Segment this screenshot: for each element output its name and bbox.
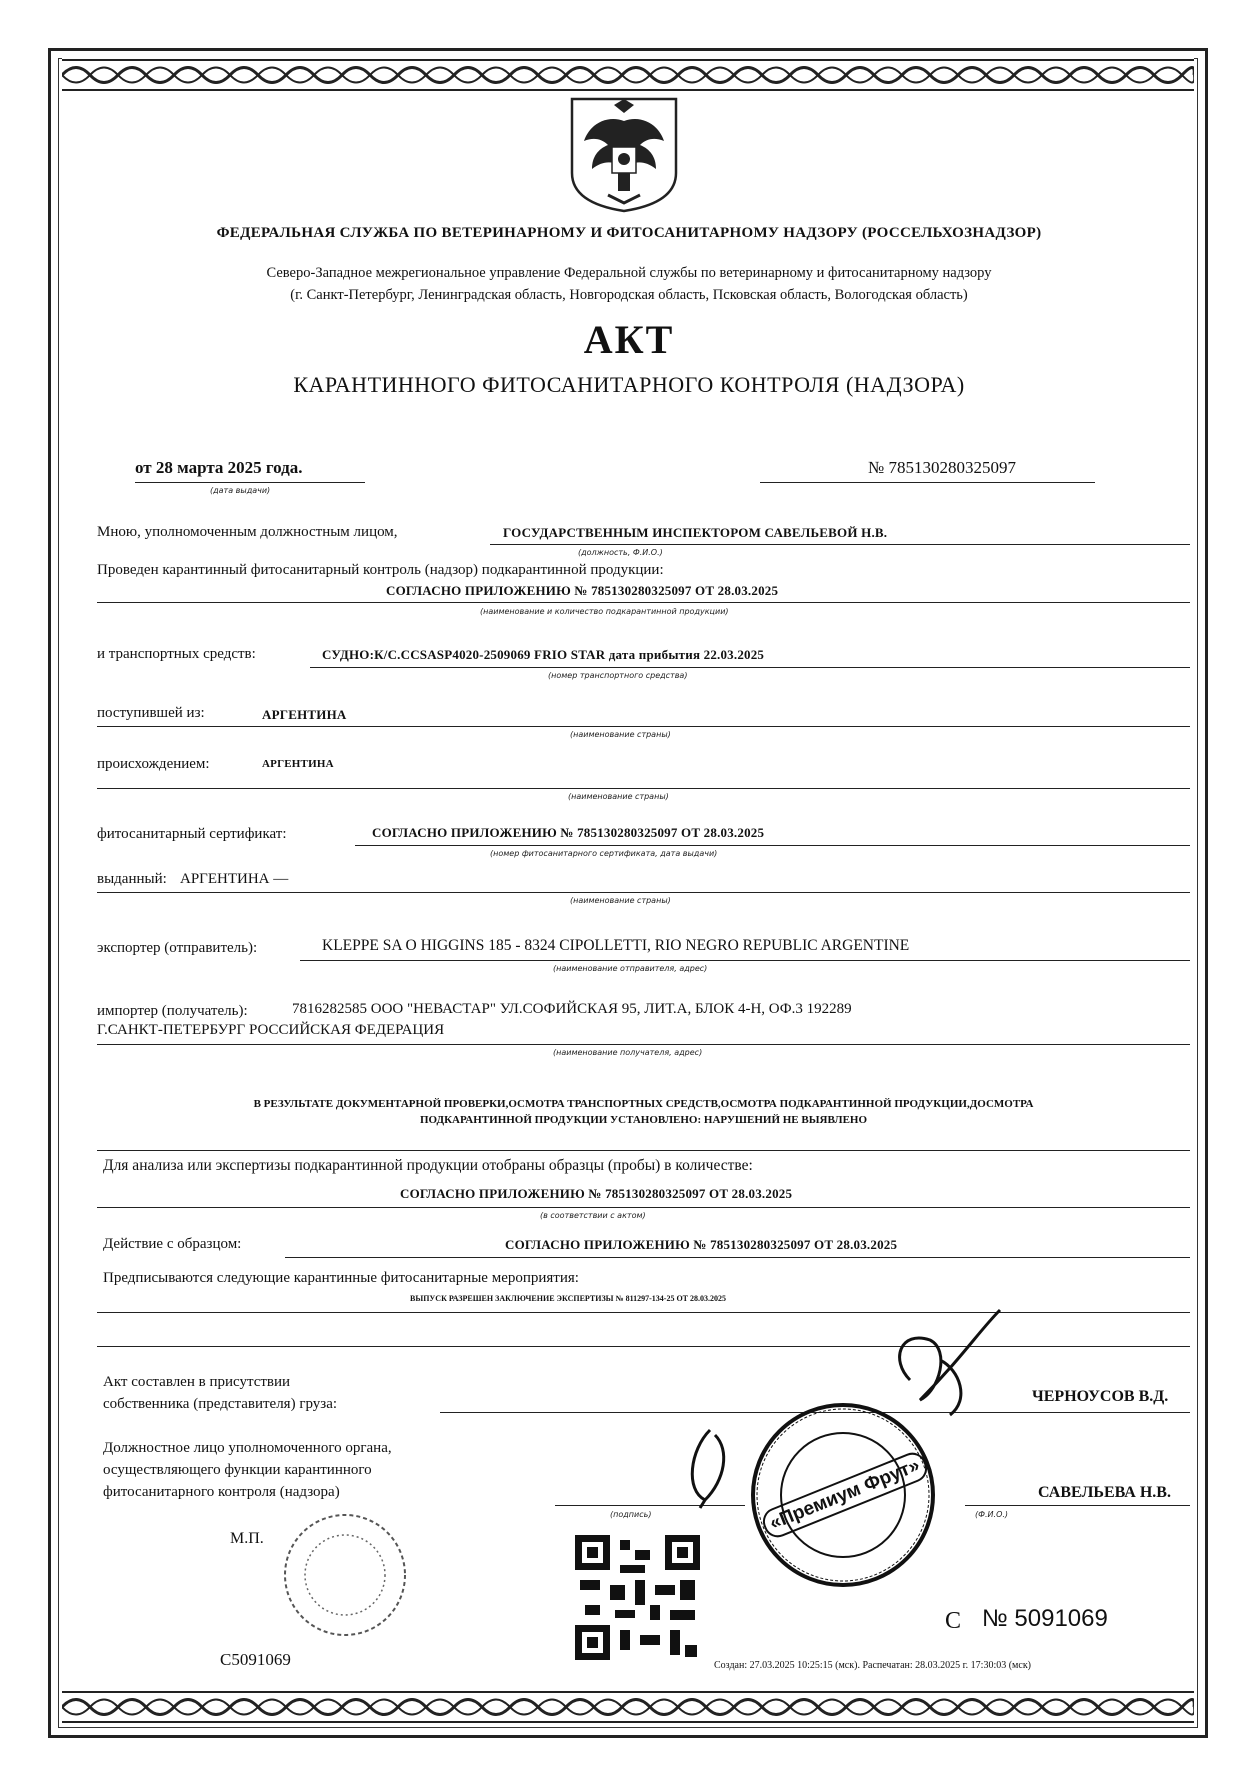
exporter-caption: (наименование отправителя, адрес) <box>553 964 708 973</box>
result-line-2: ПОДКАРАНТИННОЙ ПРОДУКЦИИ УСТАНОВЛЕНО: НАРУШЕНИЙ НЕ ВЫЯВЛЕНО <box>419 1114 868 1126</box>
issued-underline <box>97 892 1190 893</box>
company-stamp-text: «Премиум Фрут» <box>759 1449 932 1542</box>
importer-value-line-1: 7816282585 ООО "НЕВАСТАР" УЛ.СОФИЙСКАЯ 95, ЛИТ.А, БЛОК 4-Н, ОФ.3 192289 <box>292 1001 852 1017</box>
act-date: от 28 марта 2025 года. <box>135 458 303 477</box>
control-underline <box>97 602 1190 603</box>
official-name-line <box>965 1505 1190 1506</box>
inspector-underline <box>490 544 1190 545</box>
control-caption: (наименование и количество подкарантинной продукции) <box>480 607 729 616</box>
certificate-label: фитосанитарный сертификат: <box>97 826 287 842</box>
official-label-line-3: фитосанитарного контроля (надзора) <box>103 1484 340 1500</box>
measures-value: ВЫПУСК РАЗРЕШЕН ЗАКЛЮЧЕНИЕ ЭКСПЕРТИЗЫ № 811297-134-25 ОТ 28.03.2025 <box>410 1294 727 1303</box>
act-number-underline <box>760 482 1095 483</box>
sample-action-value: СОГЛАСНО ПРИЛОЖЕНИЮ № 785130280325097 ОТ 28.03.2025 <box>505 1237 898 1252</box>
samples-label: Для анализа или экспертизы подкарантинной продукции отобраны образцы (пробы) в количестве: <box>103 1157 753 1174</box>
result-line-1: В РЕЗУЛЬТАТЕ ДОКУМЕНТАРНОЙ ПРОВЕРКИ,ОСМОТРА ТРАНСПОРТНЫХ СРЕДСТВ,ОСМОТРА ПОДКАРАНТИННОЙ ПРОДУКЦИИ,ДОСМОТРА <box>253 1098 1034 1110</box>
importer-caption: (наименование получателя, адрес) <box>553 1048 703 1057</box>
document-title: АКТ <box>583 317 675 362</box>
from-label: поступившей из: <box>97 705 205 721</box>
serial-right-prefix: С <box>945 1608 962 1634</box>
origin-underline <box>97 788 1190 789</box>
document-subtitle: КАРАНТИННОГО ФИТОСАНИТАРНОГО КОНТРОЛЯ (НАДЗОРА) <box>293 372 965 397</box>
official-name-caption: (Ф.И.О.) <box>975 1510 1009 1519</box>
inspector-value: ГОСУДАРСТВЕННЫМ ИНСПЕКТОРОМ САВЕЛЬЕВОЙ Н.В. <box>503 525 888 540</box>
certificate-caption: (номер фитосанитарного сертификата, дата выдачи) <box>490 849 718 858</box>
qr-code <box>575 1535 700 1660</box>
samples-value: СОГЛАСНО ПРИЛОЖЕНИЮ № 785130280325097 ОТ 28.03.2025 <box>400 1186 793 1201</box>
transport-value: СУДНО:К/С.CCSASP4020-2509069 FRIO STAR дата прибытия 22.03.2025 <box>322 647 765 662</box>
sample-action-label: Действие с образцом: <box>103 1236 242 1252</box>
inspector-caption: (должность, Ф.И.О.) <box>578 548 663 557</box>
official-handwritten-signature <box>670 1420 750 1510</box>
sample-action-underline <box>285 1257 1190 1258</box>
origin-value: АРГЕНТИНА <box>262 758 334 770</box>
act-date-underline <box>135 482 365 483</box>
department-line-2: (г. Санкт-Петербург, Ленинградская область, Новгородская область, Псковская область, Вологодская область) <box>290 287 968 303</box>
transport-caption: (номер транспортного средства) <box>548 671 688 680</box>
origin-caption: (наименование страны) <box>568 792 669 801</box>
serial-right: № 5091069 <box>982 1605 1108 1632</box>
origin-label: происхождением: <box>97 756 210 772</box>
seal-place-label: М.П. <box>230 1530 264 1547</box>
act-date-caption: (дата выдачи) <box>210 486 271 495</box>
samples-top-rule <box>97 1150 1190 1151</box>
issued-caption: (наименование страны) <box>570 896 671 905</box>
act-number: № 785130280325097 <box>868 458 1016 477</box>
serial-left: C5091069 <box>220 1650 291 1669</box>
control-label: Проведен карантинный фитосанитарный контроль (надзор) подкарантинной продукции: <box>97 562 664 578</box>
measures-label: Предписываются следующие карантинные фитосанитарные мероприятия: <box>103 1270 579 1286</box>
transport-underline <box>310 667 1190 668</box>
from-value: АРГЕНТИНА <box>262 707 347 722</box>
coat-of-arms-emblem <box>568 95 680 215</box>
control-value: СОГЛАСНО ПРИЛОЖЕНИЮ № 785130280325097 ОТ 28.03.2025 <box>386 583 779 598</box>
owner-name: ЧЕРНОУСОВ В.Д. <box>1032 1388 1169 1405</box>
owner-label-line-2: собственника (представителя) груза: <box>103 1396 338 1412</box>
department-line-1: Северо-Западное межрегиональное управление Федеральной службы по ветеринарному и фитосанитарному надзору <box>266 265 992 281</box>
official-label-line-1: Должностное лицо уполномоченного органа, <box>103 1440 392 1456</box>
created-printed-info: Создан: 27.03.2025 10:25:15 (мск). Распечатан: 28.03.2025 г. 17:30:03 (мск) <box>714 1660 1032 1671</box>
official-label-line-2: осуществляющего функции карантинного <box>103 1462 372 1478</box>
top-ornament-band <box>62 58 1194 92</box>
seal-rosette <box>280 1510 410 1640</box>
owner-label-line-1: Акт составлен в присутствии <box>103 1374 291 1390</box>
issued-value: АРГЕНТИНА — <box>180 871 289 887</box>
issued-label: выданный: <box>97 871 167 887</box>
official-name: САВЕЛЬЕВА Н.В. <box>1038 1484 1171 1501</box>
importer-value-line-2: Г.САНКТ-ПЕТЕРБУРГ РОССИЙСКАЯ ФЕДЕРАЦИЯ <box>97 1022 445 1038</box>
from-underline <box>97 726 1190 727</box>
from-caption: (наименование страны) <box>570 730 671 739</box>
certificate-value: СОГЛАСНО ПРИЛОЖЕНИЮ № 785130280325097 ОТ 28.03.2025 <box>372 825 765 840</box>
bottom-ornament-band <box>62 1690 1194 1724</box>
transport-label: и транспортных средств: <box>97 646 256 662</box>
agency-name: ФЕДЕРАЛЬНАЯ СЛУЖБА ПО ВЕТЕРИНАРНОМУ И ФИТОСАНИТАРНОМУ НАДЗОРУ (РОССЕЛЬХОЗНАДЗОР) <box>216 225 1042 241</box>
official-signature-caption: (подпись) <box>610 1510 652 1519</box>
measures-second-rule <box>97 1346 1190 1347</box>
measures-underline <box>97 1312 1190 1313</box>
importer-underline <box>97 1044 1190 1045</box>
importer-label: импортер (получатель): <box>97 1003 248 1019</box>
exporter-underline <box>300 960 1190 961</box>
inspector-label: Мною, уполномоченным должностным лицом, <box>97 524 398 540</box>
samples-underline <box>97 1207 1190 1208</box>
samples-caption: (в соответствии с актом) <box>540 1211 646 1220</box>
exporter-value: KLEPPE SA O HIGGINS 185 - 8324 CIPOLLETTI, RIO NEGRO REPUBLIC ARGENTINE <box>322 937 910 954</box>
certificate-underline <box>355 845 1190 846</box>
exporter-label: экспортер (отправитель): <box>97 940 258 956</box>
